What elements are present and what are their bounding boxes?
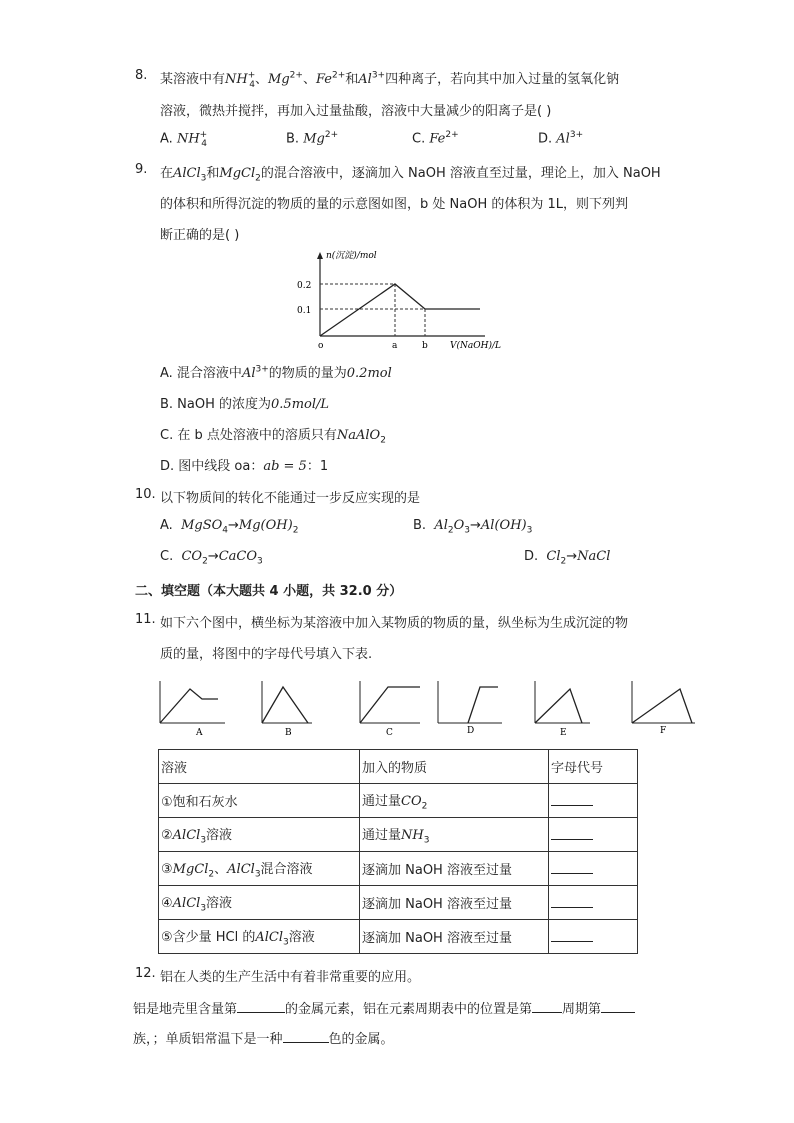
answer-cell[interactable] bbox=[549, 886, 638, 920]
cell-text: ⑤含少量 HCl 的 bbox=[161, 929, 256, 945]
formula: NaAlO bbox=[336, 428, 381, 443]
answer-blank[interactable] bbox=[237, 1000, 285, 1013]
solution-cell bbox=[159, 852, 360, 886]
table-row bbox=[159, 784, 638, 818]
formula: 0.2mol bbox=[346, 366, 392, 381]
tick-02: 0.2 bbox=[297, 281, 312, 291]
q8-text: 某溶液中有 bbox=[160, 72, 226, 87]
formula-sub: 3 bbox=[283, 937, 289, 948]
conjunction: 和 bbox=[345, 72, 359, 87]
arrow: → bbox=[566, 549, 578, 564]
graph-c bbox=[360, 681, 420, 738]
q10-number: 10. bbox=[135, 487, 156, 502]
option-label: D. bbox=[538, 131, 553, 147]
graph-label-a: A bbox=[196, 728, 203, 738]
ion-charge: + bbox=[247, 70, 256, 81]
graph-d bbox=[438, 681, 502, 736]
cell-text: 通过量 bbox=[362, 827, 402, 843]
cell-text: 溶液 bbox=[206, 827, 233, 843]
cell-text: 通过量 bbox=[362, 793, 402, 809]
ion-charge: 2+ bbox=[445, 130, 459, 140]
graph-label-c: C bbox=[386, 728, 393, 738]
q12-text: 的金属元素，铝在元素周期表中的位置是第 bbox=[285, 1002, 533, 1017]
graph-a bbox=[160, 681, 225, 738]
formula: NaCl bbox=[577, 549, 611, 564]
formula-sub: 3 bbox=[464, 525, 471, 536]
q9-option-c[interactable] bbox=[160, 424, 386, 446]
answer-cell[interactable] bbox=[549, 920, 638, 954]
ion-charge: 2+ bbox=[289, 70, 303, 81]
ion-sub: 4 bbox=[201, 138, 207, 149]
formula: MgSO bbox=[181, 518, 223, 533]
arrow: → bbox=[207, 549, 219, 564]
formula-sub: 3 bbox=[423, 835, 430, 846]
table-row bbox=[159, 886, 638, 920]
x-axis-label: V(NaOH)/L bbox=[450, 341, 501, 351]
q9-text: 的混合溶液中，逐滴加入 NaOH 溶液直至过量，理论上，加入 NaOH bbox=[260, 166, 661, 181]
formula-sub: 2 bbox=[447, 525, 454, 536]
graph-b bbox=[262, 681, 312, 738]
formula-sub: 3 bbox=[254, 869, 261, 880]
option-label: C. bbox=[160, 549, 174, 564]
ion-charge: 3+ bbox=[371, 70, 386, 81]
table-header: 溶液 bbox=[159, 750, 360, 784]
q9-stem-line1 bbox=[160, 162, 661, 184]
ion-mg: Mg bbox=[268, 72, 290, 87]
formula-sub: 3 bbox=[200, 835, 207, 846]
q8-stem-line2: 溶液，微热并搅拌，再加入过量盐酸，溶液中大量减少的阳离子是( ) bbox=[160, 104, 552, 119]
answer-blank[interactable] bbox=[551, 927, 593, 942]
reagent-cell bbox=[360, 852, 549, 886]
formula: Cl bbox=[546, 549, 561, 564]
solution-cell bbox=[159, 886, 360, 920]
answer-cell[interactable] bbox=[549, 818, 638, 852]
q8-text: 四种离子，若向其中加入过量的氢氧化钠 bbox=[385, 72, 620, 87]
formula: MgCl bbox=[219, 166, 256, 181]
formula: AlCl bbox=[172, 895, 201, 911]
answer-blank[interactable] bbox=[551, 825, 593, 840]
q9-option-b[interactable] bbox=[160, 393, 329, 412]
formula: AlCl bbox=[172, 827, 201, 843]
formula-sub: 2 bbox=[202, 556, 208, 567]
graph-f bbox=[632, 681, 695, 736]
formula: Al bbox=[434, 518, 448, 533]
q9-option-a[interactable] bbox=[160, 362, 392, 381]
ion-charge: 2+ bbox=[331, 70, 346, 81]
precipitate-curve bbox=[320, 284, 480, 336]
option-text: A. 混合溶液中 bbox=[160, 366, 242, 381]
q12-text: 铝是地壳里含量第 bbox=[133, 1002, 238, 1017]
table-header: 加入的物质 bbox=[360, 750, 549, 784]
q9-text: 在 bbox=[160, 166, 174, 181]
solution-cell bbox=[159, 784, 360, 818]
option-text: B. NaOH 的浓度为 bbox=[160, 397, 272, 412]
ion-al: Al bbox=[358, 72, 372, 87]
formula: NH bbox=[401, 827, 424, 843]
formula: CO bbox=[181, 549, 203, 564]
formula-sub: 3 bbox=[200, 173, 207, 184]
separator: 、 bbox=[255, 72, 269, 87]
option-label: C. bbox=[412, 131, 426, 147]
formula-sub: 2 bbox=[560, 556, 567, 567]
reagent-cell bbox=[360, 886, 549, 920]
formula: Mg(OH) bbox=[238, 518, 293, 533]
graph-label-d: D bbox=[467, 726, 475, 736]
cell-text: ③ bbox=[161, 861, 173, 877]
option-text: 的物质的量为 bbox=[268, 366, 347, 381]
option-value: Al bbox=[556, 131, 570, 147]
ion-fe: Fe bbox=[315, 72, 332, 87]
q10-stem: 以下物质间的转化不能通过一步反应实现的是 bbox=[160, 491, 421, 506]
q11-table bbox=[158, 749, 638, 954]
formula-sub: 2 bbox=[380, 435, 386, 446]
q11-stem-line2: 质的量，将图中的字母代号填入下表. bbox=[160, 647, 373, 662]
q8-option-c[interactable] bbox=[412, 130, 459, 146]
y-axis-label: n(沉淀)/mol bbox=[326, 251, 377, 261]
graph-label-f: F bbox=[660, 726, 667, 736]
cell-text: ② bbox=[161, 827, 173, 843]
formula: CO bbox=[401, 793, 422, 809]
cell-text: 溶液 bbox=[206, 895, 233, 911]
graph-label-e: E bbox=[560, 728, 567, 738]
formula-sub: 4 bbox=[222, 525, 228, 536]
formula-sub: 2 bbox=[208, 869, 215, 880]
q10-option-b[interactable] bbox=[413, 518, 532, 536]
table-row bbox=[159, 920, 638, 954]
formula-sub: 3 bbox=[257, 556, 263, 567]
option-label: A. bbox=[160, 518, 173, 533]
tick-01: 0.1 bbox=[297, 306, 312, 316]
q9-option-d[interactable] bbox=[160, 455, 328, 474]
tick-b: b bbox=[422, 341, 428, 351]
option-value: NH bbox=[176, 131, 200, 147]
answer-cell[interactable] bbox=[549, 852, 638, 886]
answer-blank[interactable] bbox=[551, 859, 593, 874]
formula: Al bbox=[241, 366, 256, 381]
tick-o: o bbox=[318, 341, 324, 351]
q10-option-c[interactable] bbox=[160, 549, 263, 567]
q10-option-d[interactable] bbox=[524, 549, 610, 567]
q9-graph bbox=[290, 248, 520, 358]
option-text: D. 图中线段 oa： bbox=[160, 459, 264, 474]
answer-blank[interactable] bbox=[532, 1000, 562, 1013]
conjunction: 和 bbox=[206, 166, 220, 181]
q9-number: 9. bbox=[135, 162, 148, 177]
cell-text: 溶液 bbox=[288, 929, 315, 945]
reagent-cell bbox=[360, 784, 549, 818]
table-row bbox=[159, 818, 638, 852]
q8-number: 8. bbox=[135, 68, 148, 83]
reagent-cell bbox=[360, 920, 549, 954]
cell-text: 逐滴加 NaOH 溶液至过量 bbox=[362, 863, 512, 878]
formula-sub: 2 bbox=[255, 173, 261, 184]
formula-sub: 3 bbox=[526, 525, 533, 536]
ion-charge: 2+ bbox=[324, 130, 339, 140]
formula: AlCl bbox=[173, 166, 201, 181]
option-label: B. bbox=[413, 518, 427, 533]
q11-stem-line1: 如下六个图中，横坐标为某溶液中加入某物质的物质的量，纵坐标为生成沉淀的物 bbox=[160, 616, 629, 631]
ion-charge: + bbox=[199, 130, 208, 140]
q12-text: 周期第 bbox=[562, 1002, 602, 1017]
answer-blank[interactable] bbox=[601, 1000, 635, 1013]
formula: MgCl bbox=[172, 861, 209, 877]
graph-e bbox=[535, 681, 590, 738]
section-title: 二、填空题（本大题共 4 小题，共 32.0 分） bbox=[135, 584, 403, 599]
option-label: A. bbox=[160, 131, 173, 147]
graph-label-b: B bbox=[285, 728, 292, 738]
option-label: D. bbox=[524, 549, 539, 564]
q10-option-a[interactable] bbox=[160, 518, 298, 536]
table-row bbox=[159, 852, 638, 886]
q12-line2 bbox=[133, 1028, 394, 1047]
option-text: C. 在 b 点处溶液中的溶质只有 bbox=[160, 428, 337, 443]
cell-text: 逐滴加 NaOH 溶液至过量 bbox=[362, 897, 512, 912]
y-axis-arrow bbox=[317, 252, 323, 259]
formula: CaCO bbox=[218, 549, 258, 564]
cell-text: 混合溶液 bbox=[260, 861, 313, 877]
cell-text: ④ bbox=[161, 895, 173, 911]
ion-sub: 4 bbox=[249, 79, 256, 90]
separator: 、 bbox=[302, 72, 316, 87]
q12-stem: 铝在人类的生产生活中有着非常重要的应用。 bbox=[160, 970, 421, 985]
solution-cell bbox=[159, 818, 360, 852]
formula-sub: 2 bbox=[421, 801, 428, 812]
q9-stem-line2: 的体积和所得沉淀的物质的量的示意图如图，b 处 NaOH 的体积为 1L，则下列判 bbox=[160, 197, 628, 212]
answer-blank[interactable] bbox=[551, 791, 593, 806]
q11-number: 11. bbox=[135, 612, 156, 627]
q8-option-b[interactable] bbox=[286, 130, 338, 146]
q12-line1 bbox=[133, 998, 635, 1017]
answer-blank[interactable] bbox=[551, 893, 593, 908]
q8-option-d[interactable] bbox=[538, 130, 583, 146]
formula-sub: 2 bbox=[292, 525, 299, 536]
formula-sub: 3 bbox=[200, 903, 207, 914]
cell-text: ①饱和石灰水 bbox=[161, 795, 238, 810]
answer-blank[interactable] bbox=[283, 1030, 329, 1043]
formula: AlCl bbox=[255, 929, 284, 945]
arrow: → bbox=[470, 518, 481, 533]
option-text: ：1 bbox=[306, 459, 329, 474]
cell-text: 逐滴加 NaOH 溶液至过量 bbox=[362, 931, 512, 946]
ion-charge: 3+ bbox=[255, 364, 269, 375]
q8-stem-line1 bbox=[160, 68, 619, 90]
table-header: 字母代号 bbox=[549, 750, 638, 784]
option-value: Fe bbox=[429, 131, 446, 147]
ion-charge: 3+ bbox=[569, 130, 584, 140]
tick-a: a bbox=[392, 341, 398, 351]
formula: 0.5mol/L bbox=[271, 397, 330, 412]
q9-stem-line3: 断正确的是( ) bbox=[160, 228, 240, 243]
q8-option-a[interactable] bbox=[160, 130, 207, 149]
arrow: → bbox=[228, 518, 239, 533]
q12-text: 色的金属。 bbox=[328, 1032, 394, 1047]
option-value: Mg bbox=[303, 131, 325, 147]
table-header-row bbox=[159, 750, 638, 784]
q11-graphs bbox=[150, 675, 710, 745]
ion-nh4: NH bbox=[225, 72, 248, 87]
formula: AlCl bbox=[227, 861, 255, 877]
answer-cell[interactable] bbox=[549, 784, 638, 818]
reagent-cell bbox=[360, 818, 549, 852]
formula: O bbox=[453, 518, 465, 533]
solution-cell bbox=[159, 920, 360, 954]
formula: Al(OH) bbox=[480, 518, 527, 533]
formula: ab = 5 bbox=[263, 459, 307, 474]
q12-number: 12. bbox=[135, 966, 156, 981]
q12-text: 族，；单质铝常温下是一种 bbox=[133, 1032, 283, 1047]
option-label: B. bbox=[286, 131, 300, 147]
cell-text: 、 bbox=[214, 861, 228, 877]
